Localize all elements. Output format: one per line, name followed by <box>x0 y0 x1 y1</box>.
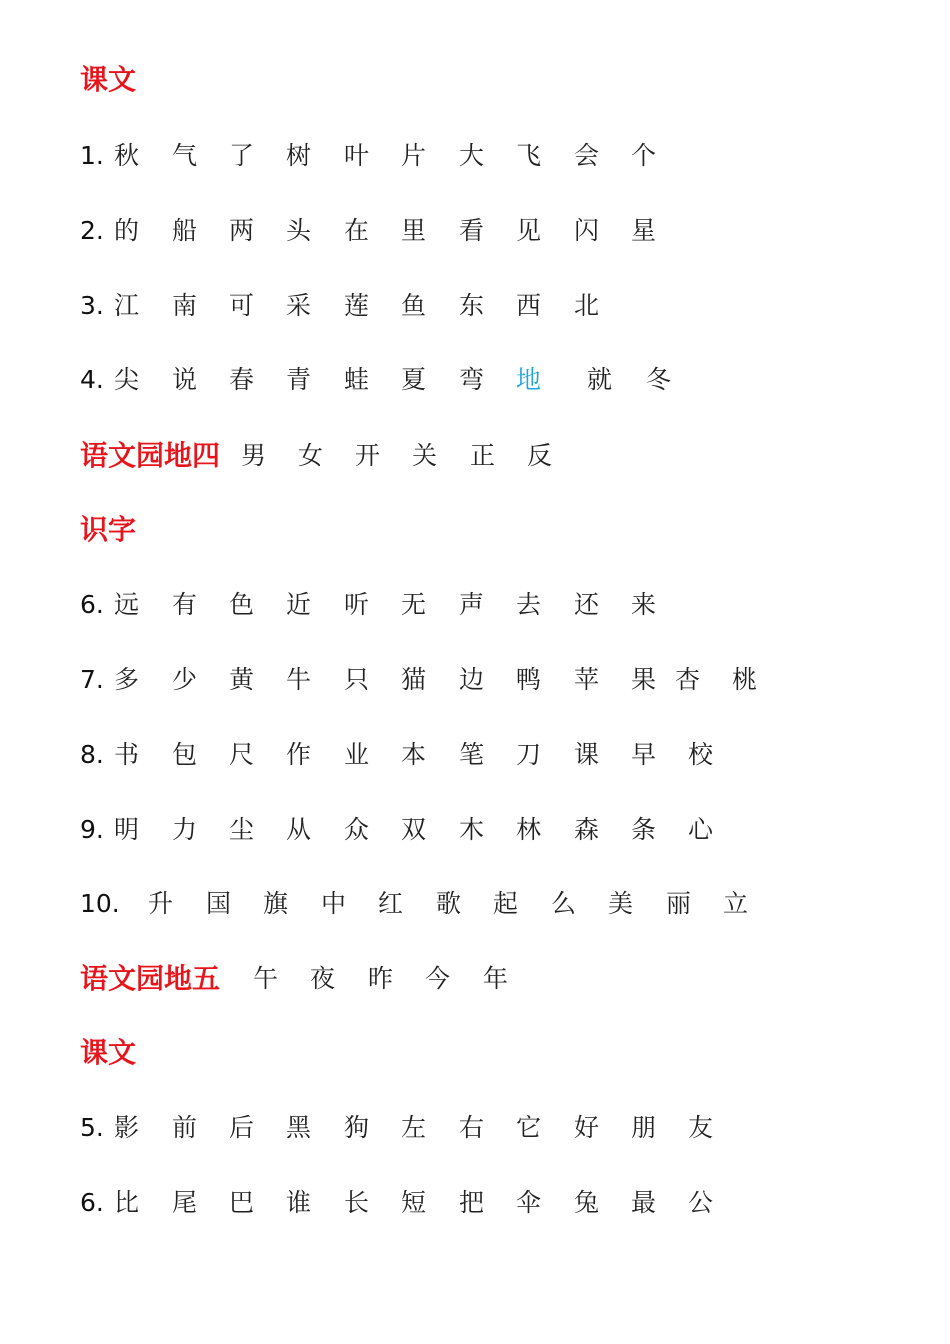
character: 猫 <box>401 665 427 694</box>
character: 么 <box>551 889 577 918</box>
row-number: 9. <box>80 815 104 844</box>
section-heading: 语文园地四 <box>80 439 221 472</box>
character: 里 <box>401 216 427 245</box>
character: 包 <box>172 740 198 769</box>
character: 长 <box>344 1188 370 1217</box>
row-number: 2. <box>80 216 104 245</box>
character: 美 <box>608 889 634 918</box>
character: 树 <box>286 141 312 170</box>
character: 会 <box>574 141 600 170</box>
row-number: 7. <box>80 665 104 694</box>
character: 中 <box>321 889 347 918</box>
character: 丽 <box>666 889 692 918</box>
character: 今 <box>425 964 451 993</box>
character: 伞 <box>516 1188 542 1217</box>
character: 歌 <box>436 889 462 918</box>
character: 船 <box>172 216 198 245</box>
heading-text: 识字 <box>80 513 137 546</box>
character: 桃 <box>732 665 758 694</box>
character: 尘 <box>229 815 255 844</box>
character: 本 <box>401 740 427 769</box>
character: 鱼 <box>401 291 427 320</box>
character: 作 <box>286 740 312 769</box>
character: 秋 <box>114 141 140 170</box>
character: 众 <box>344 815 370 844</box>
character: 尺 <box>229 740 255 769</box>
character: 立 <box>723 889 749 918</box>
character: 左 <box>401 1113 427 1142</box>
character: 把 <box>459 1188 485 1217</box>
section-heading-lesson <box>80 60 136 100</box>
row-number: 1. <box>80 141 104 170</box>
character: 升 <box>148 889 174 918</box>
character: 谁 <box>286 1188 312 1217</box>
character: 比 <box>114 1188 140 1217</box>
character: 了 <box>229 141 255 170</box>
character: 南 <box>172 291 198 320</box>
row-number: 5. <box>80 1113 104 1142</box>
character: 牛 <box>286 665 312 694</box>
character: 刀 <box>516 740 542 769</box>
character: 江 <box>114 291 140 320</box>
character: 后 <box>229 1113 255 1142</box>
character: 旗 <box>263 889 289 918</box>
character: 东 <box>459 291 485 320</box>
character: 鸭 <box>516 665 542 694</box>
character: 书 <box>114 740 140 769</box>
character: 课 <box>574 740 600 769</box>
character: 早 <box>631 740 657 769</box>
character: 采 <box>286 291 312 320</box>
row-number: 10. <box>80 889 120 918</box>
character: 星 <box>631 216 657 245</box>
row-number: 4. <box>80 365 104 394</box>
character: 有 <box>172 590 198 619</box>
character: 校 <box>688 740 714 769</box>
character: 右 <box>459 1113 485 1142</box>
row-number: 8. <box>80 740 104 769</box>
character: 气 <box>172 141 198 170</box>
character: 狗 <box>344 1113 370 1142</box>
character: 声 <box>459 590 485 619</box>
character: 片 <box>401 141 427 170</box>
character: 蛙 <box>344 365 370 394</box>
character: 昨 <box>368 964 394 993</box>
character: 友 <box>688 1113 714 1142</box>
character: 边 <box>459 665 485 694</box>
character: 在 <box>344 216 370 245</box>
character: 最 <box>631 1188 657 1217</box>
character: 只 <box>344 665 370 694</box>
character: 色 <box>229 590 255 619</box>
character: 闪 <box>574 216 600 245</box>
character: 女 <box>298 441 324 470</box>
character: 尾 <box>172 1188 198 1217</box>
character: 前 <box>172 1113 198 1142</box>
character: 来 <box>631 590 657 619</box>
character: 说 <box>172 365 198 394</box>
character: 从 <box>286 815 312 844</box>
character: 莲 <box>344 291 370 320</box>
section-heading: 语文园地五 <box>80 962 221 995</box>
character: 尖 <box>114 365 140 394</box>
character: 笔 <box>459 740 485 769</box>
character: 夏 <box>401 365 427 394</box>
character: 男 <box>241 441 267 470</box>
character: 去 <box>516 590 542 619</box>
row-number: 3. <box>80 291 104 320</box>
highlighted-character: 地 <box>516 365 542 394</box>
character: 北 <box>574 291 600 320</box>
character: 冬 <box>646 365 672 394</box>
heading-text: 课文 <box>80 63 137 96</box>
character: 反 <box>527 441 553 470</box>
character: 黑 <box>286 1113 312 1142</box>
heading-text: 课文 <box>80 1036 137 1069</box>
character: 看 <box>459 216 485 245</box>
character: 条 <box>631 815 657 844</box>
character: 可 <box>229 291 255 320</box>
character: 朋 <box>631 1113 657 1142</box>
character: 国 <box>206 889 232 918</box>
character: 叶 <box>344 141 370 170</box>
character: 近 <box>286 590 312 619</box>
character: 影 <box>114 1113 140 1142</box>
character: 夜 <box>310 964 336 993</box>
character: 个 <box>631 141 657 170</box>
character: 起 <box>493 889 519 918</box>
character: 少 <box>172 665 198 694</box>
character: 无 <box>401 590 427 619</box>
character: 业 <box>344 740 370 769</box>
character: 年 <box>483 964 509 993</box>
character: 巴 <box>229 1188 255 1217</box>
character: 大 <box>459 141 485 170</box>
character: 红 <box>378 889 404 918</box>
character: 远 <box>114 590 140 619</box>
character: 午 <box>253 964 279 993</box>
character: 明 <box>114 815 140 844</box>
row-number: 6. <box>80 590 104 619</box>
character: 好 <box>574 1113 600 1142</box>
character: 关 <box>412 441 438 470</box>
character: 两 <box>229 216 255 245</box>
character: 林 <box>516 815 542 844</box>
character: 春 <box>229 365 255 394</box>
character: 短 <box>401 1188 427 1217</box>
character: 头 <box>286 216 312 245</box>
character: 兔 <box>574 1188 600 1217</box>
character: 苹 <box>574 665 600 694</box>
section-heading-literacy <box>80 510 136 550</box>
character: 西 <box>516 291 542 320</box>
character: 黄 <box>229 665 255 694</box>
character: 森 <box>574 815 600 844</box>
character: 青 <box>286 365 312 394</box>
character: 的 <box>114 216 140 245</box>
character: 还 <box>574 590 600 619</box>
character: 力 <box>172 815 198 844</box>
character: 正 <box>470 441 496 470</box>
section-heading-lesson-2 <box>80 1033 136 1073</box>
character: 飞 <box>516 141 542 170</box>
character: 见 <box>516 216 542 245</box>
character: 弯 <box>459 365 485 394</box>
character: 听 <box>344 590 370 619</box>
character: 双 <box>401 815 427 844</box>
character: 木 <box>459 815 485 844</box>
character: 心 <box>688 815 714 844</box>
character: 开 <box>355 441 381 470</box>
character: 多 <box>114 665 140 694</box>
row-number: 6. <box>80 1188 104 1217</box>
character: 公 <box>688 1188 714 1217</box>
character: 它 <box>516 1113 542 1142</box>
character: 就 <box>587 365 613 394</box>
character: 杏 <box>675 665 701 694</box>
character: 果 <box>631 665 657 694</box>
